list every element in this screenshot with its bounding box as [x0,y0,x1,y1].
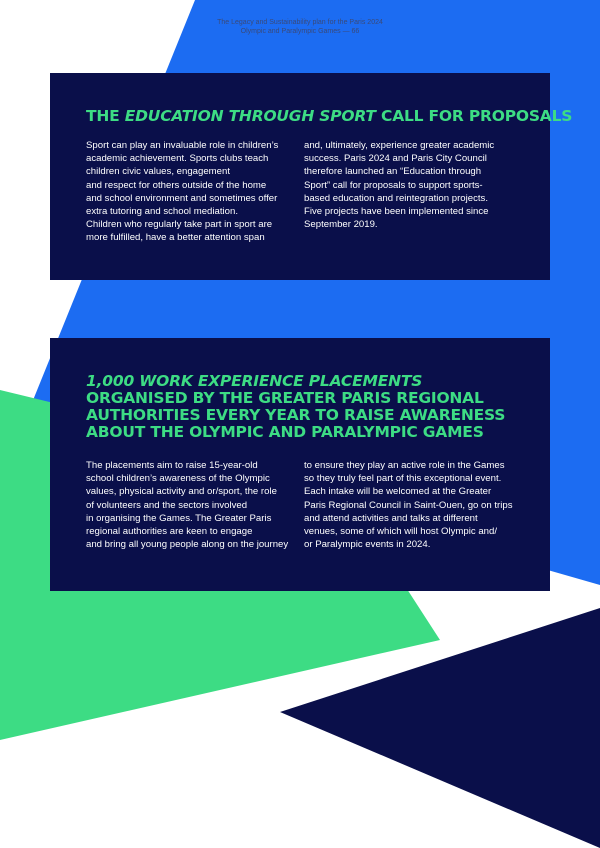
body-text-line: and respect for others outside of the home [86,179,267,191]
body-text-line: and attend activities and talks at different [304,512,478,524]
body-text-line: September 2019. [304,219,378,231]
body-text-line: and, ultimately, experience greater academic [304,140,495,151]
section-2-column-1 [86,459,296,551]
body-text-line: Each intake will be welcomed at the Greater [304,486,492,498]
body-text-line: values, physical activity and or/sport, the role [86,486,277,498]
body-text-line: regional authorities are keen to engage [86,526,253,538]
title-part: THE [86,107,120,125]
page-header [150,18,450,36]
header-line-1: The Legacy and Sustainability plan for the Paris 2024 [217,19,383,26]
body-text-line: children civic values, engagement [86,166,230,178]
title-part: ORGANISED BY THE GREATER PARIS REGIONAL AUTHORITIES EVERY YEAR TO RAISE AWARENESS ABOUT THE OLYMPIC AND PARALYMPIC GAMES [86,389,506,441]
body-text-line: Children who regularly take part in sport are [86,219,273,231]
body-text-line: school children’s awareness of the Olympic [86,473,270,485]
body-text-line: based education and reintegration projects. [304,192,489,204]
body-text-line: Sport” call for proposals to support sports- [304,179,483,191]
work-experience-box [50,338,550,591]
body-text-line: or Paralympic events in 2024. [304,539,431,551]
body-text-line: so they truly feel part of this exceptional event. [304,473,502,485]
body-text-line: and bring all young people along on the journey [86,539,289,551]
section-1-body [86,139,514,245]
header-line-2: Olympic and Paralympic Games — 66 [240,28,360,35]
body-text-line: to ensure they play an active role in the Games [304,460,505,471]
body-text-line: and school environment and sometimes offer [86,192,278,204]
section-1-title [86,73,573,125]
body-text-line: in organising the Games. The Greater Paris [86,512,272,524]
section-1-column-1 [86,139,296,245]
title-italic: 1,000 WORK EXPERIENCE PLACEMENTS [86,372,423,390]
title-italic: EDUCATION THROUGH SPORT [124,107,376,125]
section-2-title [86,338,514,441]
body-text-line: Sport can play an invaluable role in children’s [86,140,279,151]
section-2-body [86,459,514,551]
section-1-column-2 [304,139,514,245]
body-text-line: venues, some of which will host Olympic and/ [304,526,498,538]
section-2-column-2 [304,459,514,551]
title-part: CALL FOR PROPOSALS [381,107,573,125]
body-text-line: more fulfilled, have a better attention span [86,232,265,244]
body-text-line: success. Paris 2024 and Paris City Council [304,153,487,165]
education-through-sport-box [50,73,573,280]
body-text-line: extra tutoring and school mediation. [86,206,238,218]
body-text-line: Paris Regional Council in Saint-Ouen, go on trips [304,499,513,511]
body-text-line: Five projects have been implemented since [304,206,489,218]
body-text-line: of volunteers and the sectors involved [86,499,248,511]
body-text-line: therefore launched an “Education through [304,166,482,178]
body-text-line: The placements aim to raise 15-year-old [86,460,258,471]
body-text-line: academic achievement. Sports clubs teach [86,153,269,165]
